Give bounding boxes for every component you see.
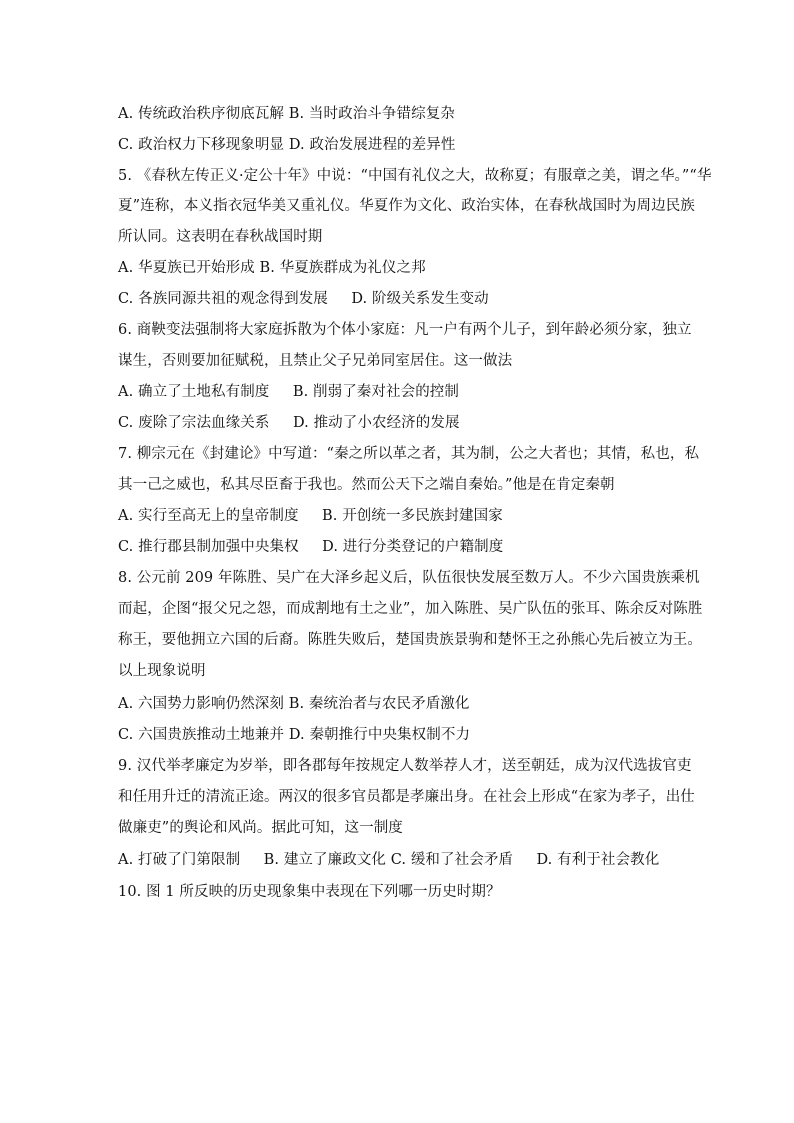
q9-option-a: A. 打破了门第限制 [118, 852, 241, 868]
q4-options-row-1 [118, 104, 455, 124]
q6-option-d: D. 推动了小农经济的发展 [292, 415, 460, 431]
q8-option-b: B. 秦统治者与农民矛盾激化 [288, 696, 470, 712]
q5-stem-line-3: 所认同。这表明在春秋战国时期 [118, 229, 323, 245]
q9-stem-line-2: 和任用升迁的清流正途。两汉的很多官员都是孝廉出身。在社会上形成“在家为孝子，出仕 [118, 789, 695, 805]
q7-option-d: D. 进行分类登记的户籍制度 [322, 539, 504, 555]
q8-options-row-2 [118, 725, 470, 745]
q6-stem-line-1: 6. 商鞅变法强制将大家庭拆散为个体小家庭：凡一户有两个儿子，到年龄必须分家，独立 [118, 322, 692, 338]
q4-option-a: A. 传统政治秩序彻底瓦解 [118, 106, 284, 122]
q4-options-row-2 [118, 135, 455, 155]
q5-options-row-1 [118, 258, 426, 278]
q6-stem-line-2: 谋生，否则要加征赋税，且禁止父子兄弟同室居住。这一做法 [118, 353, 513, 369]
q9-option-c: C. 缓和了社会矛盾 [390, 852, 514, 868]
q5-option-d: D. 阶级关系发生变动 [351, 291, 489, 307]
q9-options-row [118, 850, 659, 870]
q4-option-c: C. 政治权力下移现象明显 [118, 137, 285, 153]
q5-stem-line-2: 夏”连称，本义指衣冠华美又重礼仪。华夏作为文化、政治实体，在春秋战国时为周边民族 [118, 198, 695, 214]
q8-option-d: D. 秦朝推行中央集权制不力 [288, 727, 471, 743]
q5-option-a: A. 华夏族已开始形成 [118, 260, 255, 276]
q6-options-row-1 [118, 382, 459, 402]
q8-stem-line-4: 以上现象说明 [118, 663, 206, 679]
q8-options-row-1 [118, 694, 470, 714]
q8-option-c: C. 六国贵族推动土地兼并 [118, 727, 285, 743]
q6-option-a: A. 确立了土地私有制度 [118, 384, 270, 400]
q8-option-a: A. 六国势力影响仍然深刻 [118, 696, 284, 712]
q7-option-b: B. 开创统一多民族封建国家 [322, 508, 503, 524]
q8-stem-line-3: 称王，要他拥立六国的后裔。陈胜失败后，楚国贵族景驹和楚怀王之孙熊心先后被立为王。 [118, 632, 702, 648]
q5-options-row-2 [118, 289, 489, 309]
q7-option-a: A. 实行至高无上的皇帝制度 [118, 508, 299, 524]
q9-option-d: D. 有利于社会教化 [536, 852, 660, 868]
q7-stem-line-2: 其一己之威也，私其尽臣畜于我也。然而公天下之端自秦始。”他是在肯定秦朝 [118, 477, 615, 493]
q6-options-row-2 [118, 413, 460, 433]
q6-option-b: B. 削弱了秦对社会的控制 [292, 384, 460, 400]
q5-option-c: C. 各族同源共祖的观念得到发展 [118, 291, 328, 307]
q8-stem-line-2: 而起，企图“报父兄之怨，而成割地有土之业”，加入陈胜、吴广队伍的张耳、陈余反对陈胜 [118, 601, 703, 617]
q9-stem-line-3: 做廉吏”的舆论和风尚。据此可知，这一制度 [118, 820, 403, 836]
q9-option-b: B. 建立了廉政文化 [263, 852, 387, 868]
q7-stem-line-1: 7. 柳宗元在《封建论》中写道：“秦之所以革之者，其为制，公之大者也；其情，私也，私 [118, 446, 700, 462]
q4-option-d: D. 政治发展进程的差异性 [288, 137, 456, 153]
q6-option-c: C. 废除了宗法血缘关系 [118, 415, 270, 431]
q5-option-b: B. 华夏族群成为礼仪之邦 [259, 260, 426, 276]
q9-stem-line-1: 9. 汉代举孝廉定为岁举，即各郡每年按规定人数举荐人才，送至朝廷，成为汉代选拔官吏 [118, 758, 692, 774]
q8-stem-line-1: 8. 公元前 209 年陈胜、吴广在大泽乡起义后，队伍很快发展至数万人。不少六国贵族乘机 [118, 570, 700, 586]
q7-options-row-2 [118, 537, 503, 557]
q5-stem-line-1: 5. 《春秋左传正义·定公十年》中说：“中国有礼仪之大，故称夏；有服章之美，谓之华。”“华 [118, 168, 712, 184]
q7-options-row-1 [118, 506, 503, 526]
q10-stem-line-1: 10. 图 1 所反映的历史现象集中表现在下列哪一历史时期？ [118, 884, 501, 900]
q4-option-b: B. 当时政治斗争错综复杂 [288, 106, 455, 122]
q7-option-c: C. 推行郡县制加强中央集权 [118, 539, 299, 555]
